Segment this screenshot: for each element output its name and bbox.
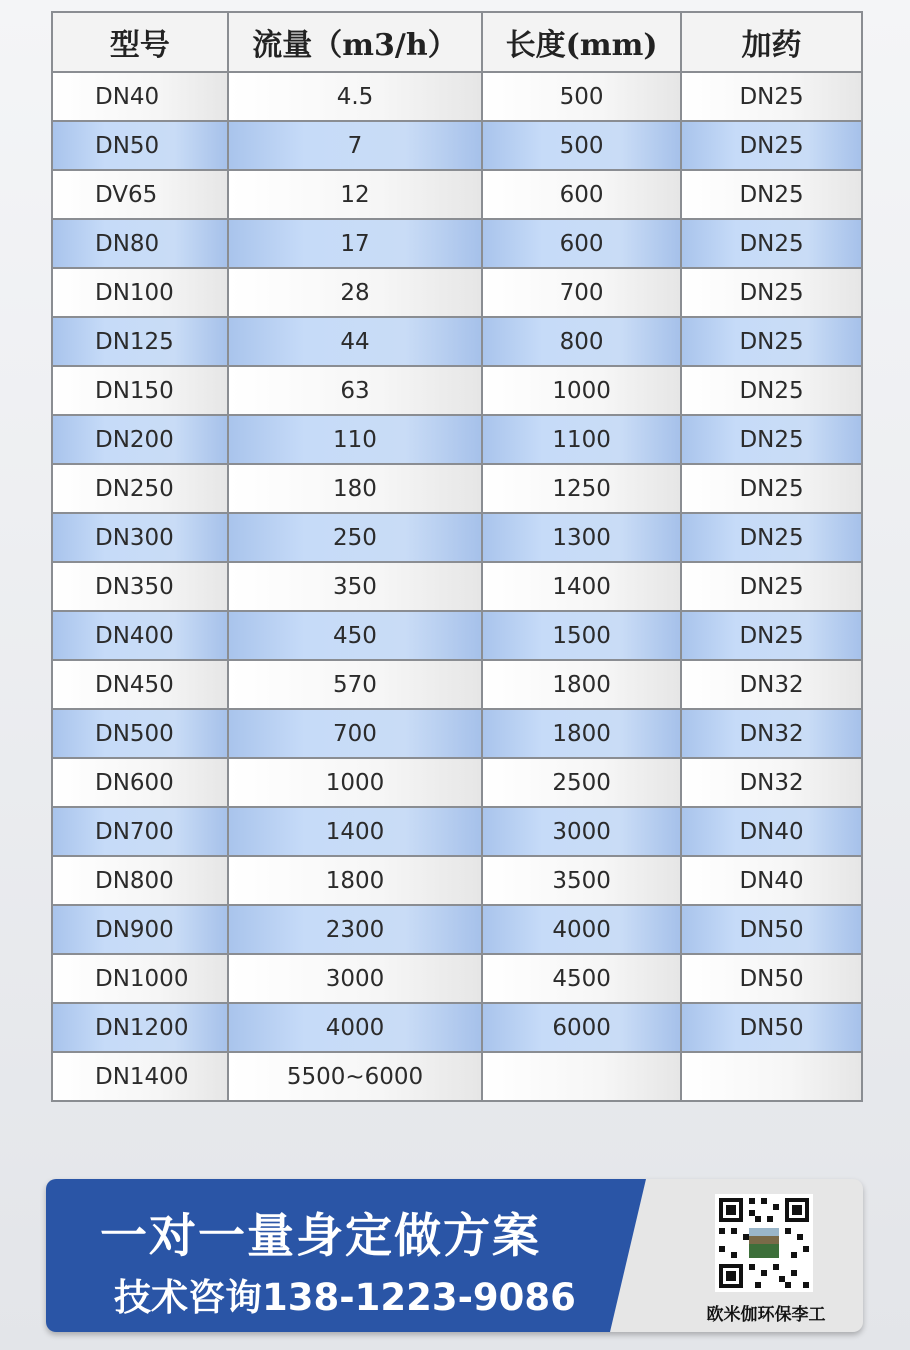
model-cell: DN400 (52, 611, 228, 660)
banner-phone: 技术咨询138-1223-9086 (114, 1276, 576, 1319)
dosing-cell: DN25 (681, 415, 862, 464)
model-cell: DN40 (52, 72, 228, 121)
length-cell: 1800 (482, 660, 681, 709)
model-cell: DN450 (52, 660, 228, 709)
table-row (52, 758, 862, 807)
header-flow: 流量（m3/h） (228, 12, 482, 72)
model-cell: DN500 (52, 709, 228, 758)
dosing-cell: DN25 (681, 513, 862, 562)
dosing-cell: DN50 (681, 1003, 862, 1052)
dosing-cell: DN25 (681, 72, 862, 121)
dosing-cell: DN25 (681, 464, 862, 513)
table-row (52, 415, 862, 464)
length-cell: 4500 (482, 954, 681, 1003)
table-row (52, 954, 862, 1003)
dosing-cell: DN50 (681, 905, 862, 954)
length-cell: 3500 (482, 856, 681, 905)
qr-caption: 欧米伽环保李工 (706, 1305, 826, 1325)
qr-code-icon[interactable] (715, 1194, 813, 1292)
contact-banner (46, 1179, 863, 1332)
model-cell: DN50 (52, 121, 228, 170)
table-row (52, 219, 862, 268)
flow-cell: 4000 (228, 1003, 482, 1052)
table-row (52, 1003, 862, 1052)
model-cell: DN900 (52, 905, 228, 954)
dosing-cell (681, 1052, 862, 1101)
length-cell: 1100 (482, 415, 681, 464)
dosing-cell: DN32 (681, 660, 862, 709)
flow-cell: 110 (228, 415, 482, 464)
length-cell: 6000 (482, 1003, 681, 1052)
dosing-cell: DN25 (681, 219, 862, 268)
table-row (52, 905, 862, 954)
flow-cell: 450 (228, 611, 482, 660)
flow-cell: 17 (228, 219, 482, 268)
table-row (52, 1052, 862, 1101)
flow-cell: 5500~6000 (228, 1052, 482, 1101)
spec-table (51, 11, 863, 1102)
model-cell: DN600 (52, 758, 228, 807)
flow-cell: 44 (228, 317, 482, 366)
model-cell: DN1000 (52, 954, 228, 1003)
header-length: 长度(mm) (482, 12, 681, 72)
dosing-cell: DN25 (681, 317, 862, 366)
length-cell: 3000 (482, 807, 681, 856)
model-cell: DN1400 (52, 1052, 228, 1101)
model-cell: DN800 (52, 856, 228, 905)
model-cell: DN125 (52, 317, 228, 366)
model-cell: DN250 (52, 464, 228, 513)
flow-cell: 180 (228, 464, 482, 513)
qr-code-graphic (715, 1194, 813, 1292)
dosing-cell: DN32 (681, 709, 862, 758)
length-cell: 600 (482, 170, 681, 219)
model-cell: DN700 (52, 807, 228, 856)
model-cell: DN1200 (52, 1003, 228, 1052)
model-cell: DN150 (52, 366, 228, 415)
table-row (52, 317, 862, 366)
flow-cell: 1000 (228, 758, 482, 807)
flow-cell: 350 (228, 562, 482, 611)
flow-cell: 1400 (228, 807, 482, 856)
length-cell: 4000 (482, 905, 681, 954)
flow-cell: 4.5 (228, 72, 482, 121)
flow-cell: 700 (228, 709, 482, 758)
table-row (52, 807, 862, 856)
table-header (52, 12, 862, 72)
table-row (52, 660, 862, 709)
dosing-cell: DN25 (681, 611, 862, 660)
header-model: 型号 (52, 12, 228, 72)
length-cell: 1400 (482, 562, 681, 611)
header-dosing: 加药 (681, 12, 862, 72)
table-row (52, 856, 862, 905)
length-cell: 1300 (482, 513, 681, 562)
flow-cell: 3000 (228, 954, 482, 1003)
length-cell: 1000 (482, 366, 681, 415)
flow-cell: 7 (228, 121, 482, 170)
length-cell: 2500 (482, 758, 681, 807)
flow-cell: 570 (228, 660, 482, 709)
flow-cell: 1800 (228, 856, 482, 905)
model-cell: DV65 (52, 170, 228, 219)
length-cell: 600 (482, 219, 681, 268)
banner-title: 一对一量身定做方案 (100, 1209, 541, 1264)
table-row (52, 72, 862, 121)
flow-cell: 63 (228, 366, 482, 415)
model-cell: DN100 (52, 268, 228, 317)
dosing-cell: DN25 (681, 170, 862, 219)
flow-cell: 250 (228, 513, 482, 562)
model-cell: DN200 (52, 415, 228, 464)
length-cell: 500 (482, 121, 681, 170)
model-cell: DN300 (52, 513, 228, 562)
length-cell: 1800 (482, 709, 681, 758)
flow-cell: 28 (228, 268, 482, 317)
table-row (52, 562, 862, 611)
length-cell: 800 (482, 317, 681, 366)
model-cell: DN350 (52, 562, 228, 611)
dosing-cell: DN40 (681, 807, 862, 856)
length-cell (482, 1052, 681, 1101)
dosing-cell: DN25 (681, 121, 862, 170)
table-row (52, 513, 862, 562)
flow-cell: 12 (228, 170, 482, 219)
table-row (52, 709, 862, 758)
dosing-cell: DN25 (681, 268, 862, 317)
dosing-cell: DN32 (681, 758, 862, 807)
dosing-cell: DN25 (681, 366, 862, 415)
table-body (52, 72, 862, 1101)
table-row (52, 464, 862, 513)
flow-cell: 2300 (228, 905, 482, 954)
header-row (52, 12, 862, 72)
table-row (52, 268, 862, 317)
table-row (52, 366, 862, 415)
dosing-cell: DN25 (681, 562, 862, 611)
dosing-cell: DN40 (681, 856, 862, 905)
dosing-cell: DN50 (681, 954, 862, 1003)
table-row (52, 121, 862, 170)
table-row (52, 611, 862, 660)
length-cell: 1500 (482, 611, 681, 660)
model-cell: DN80 (52, 219, 228, 268)
length-cell: 500 (482, 72, 681, 121)
length-cell: 700 (482, 268, 681, 317)
table-row (52, 170, 862, 219)
length-cell: 1250 (482, 464, 681, 513)
